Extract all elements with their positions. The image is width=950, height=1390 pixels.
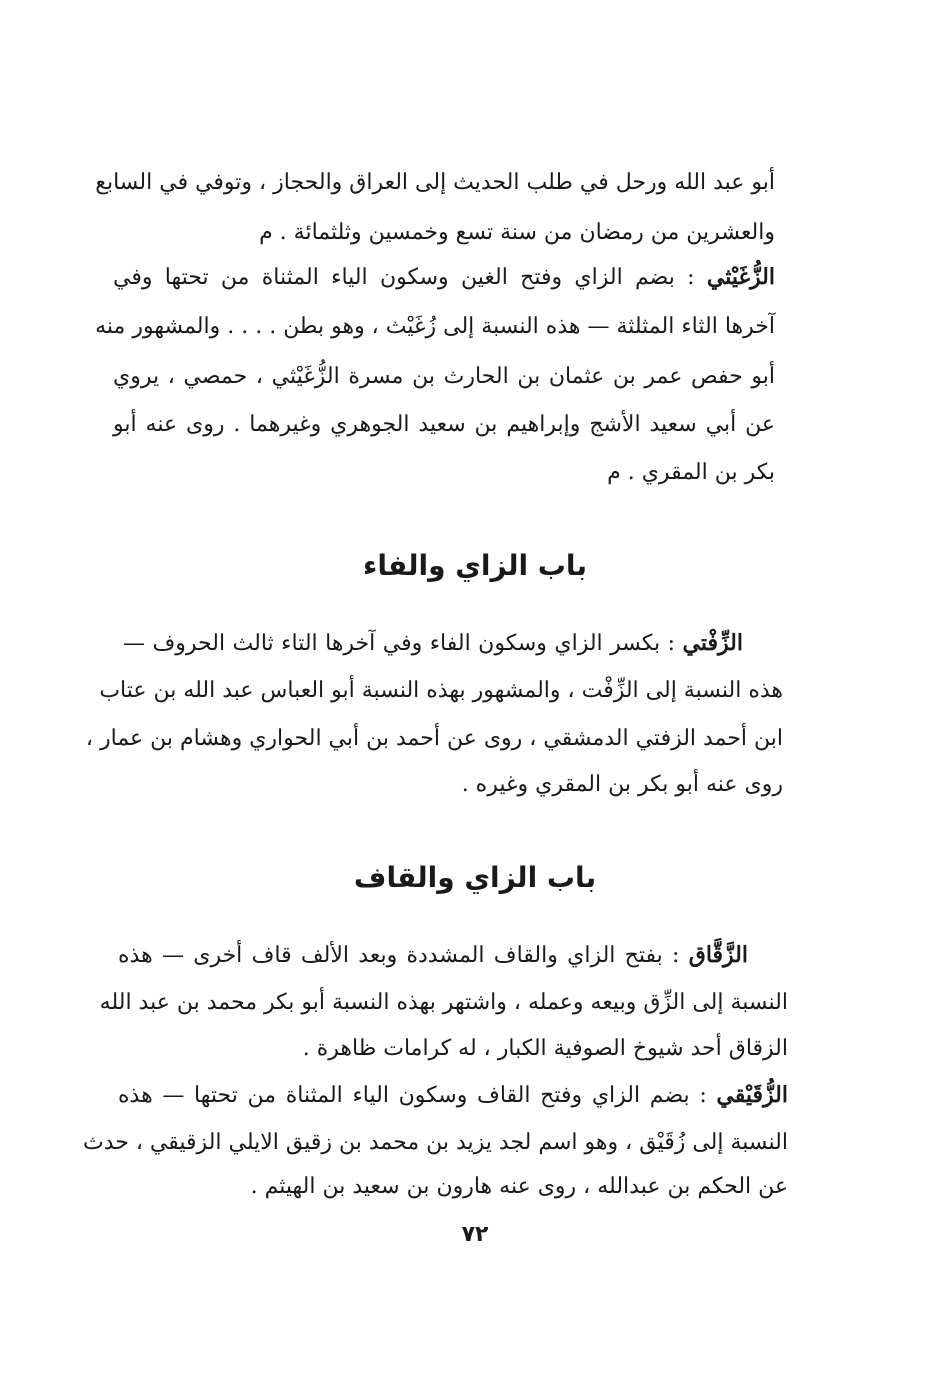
- text-line: أبو عبد الله ورحل في طلب الحديث إلى العراق والحجاز ، وتوفي في السابع: [95, 170, 775, 195]
- entry-headword: الزِّفْتي: [682, 630, 743, 656]
- entry-first-line: [113, 262, 775, 293]
- entry-headword: الزُّقَيْقي: [716, 1082, 788, 1108]
- text-line: ابن أحمد الزفتي الدمشقي ، روى عن أحمد بن أبي الحواري وهشام بن عمار ،: [85, 726, 783, 751]
- text-line: عن الحكم بن عبدالله ، روى عنه هارون بن سعيد بن الهيثم .: [250, 1174, 788, 1199]
- entry-first-line: [118, 940, 748, 971]
- text-line: النسبة إلى الزِّق وبيعه وعمله ، واشتهر بهذه النسبة أبو بكر محمد بن عبد الله: [99, 990, 788, 1015]
- entry-definition: : بضم الزاي وفتح القاف وسكون الياء المثناة من تحتها — هذه: [118, 1083, 707, 1108]
- entry-definition: : بفتح الزاي والقاف المشددة وبعد الألف قاف أخرى — هذه: [118, 943, 680, 968]
- section-heading: باب الزاي والفاء: [363, 549, 587, 582]
- text-line: روى عنه أبو بكر بن المقري وغيره .: [461, 772, 783, 797]
- text-line: النسبة إلى زُقَيْق ، وهو اسم لجد يزيد بن محمد بن زقيق الايلي الزقيقي ، حدث: [82, 1130, 788, 1155]
- text-line: والعشرين من رمضان من سنة تسع وخمسين وثلثمائة . م: [259, 220, 775, 245]
- text-line: الزقاق أحد شيوخ الصوفية الكبار ، له كرامات ظاهرة .: [302, 1036, 788, 1061]
- entry-headword: الزُّغَيْثي: [706, 264, 775, 290]
- entry-first-line: [123, 628, 743, 659]
- section-heading: باب الزاي والقاف: [353, 861, 597, 894]
- entry-definition: : بضم الزاي وفتح الغين وسكون الياء المثناة من تحتها وفي: [113, 265, 695, 290]
- text-line: بكر بن المقري . م: [607, 460, 775, 485]
- entry-first-line: [118, 1080, 788, 1111]
- text-line: آخرها الثاء المثلثة — هذه النسبة إلى زُغَيْث ، وهو بطن . . . . والمشهور منه: [95, 314, 775, 339]
- text-line: هذه النسبة إلى الزِّفْت ، والمشهور بهذه النسبة أبو العباس عبد الله بن عتاب: [99, 678, 783, 703]
- text-line: عن أبي سعيد الأشج وإبراهيم بن سعيد الجوهري وغيرهما . روى عنه أبو: [113, 412, 775, 437]
- entry-definition: : بكسر الزاي وسكون الفاء وفي آخرها التاء ثالث الحروف —: [123, 631, 676, 656]
- entry-headword: الزَّقَّاق: [688, 942, 748, 968]
- text-line: أبو حفص عمر بن عثمان بن الحارث بن مسرة الزُّغَيْثي ، حمصي ، يروي: [113, 364, 775, 389]
- page-number: ٧٢: [461, 1222, 489, 1247]
